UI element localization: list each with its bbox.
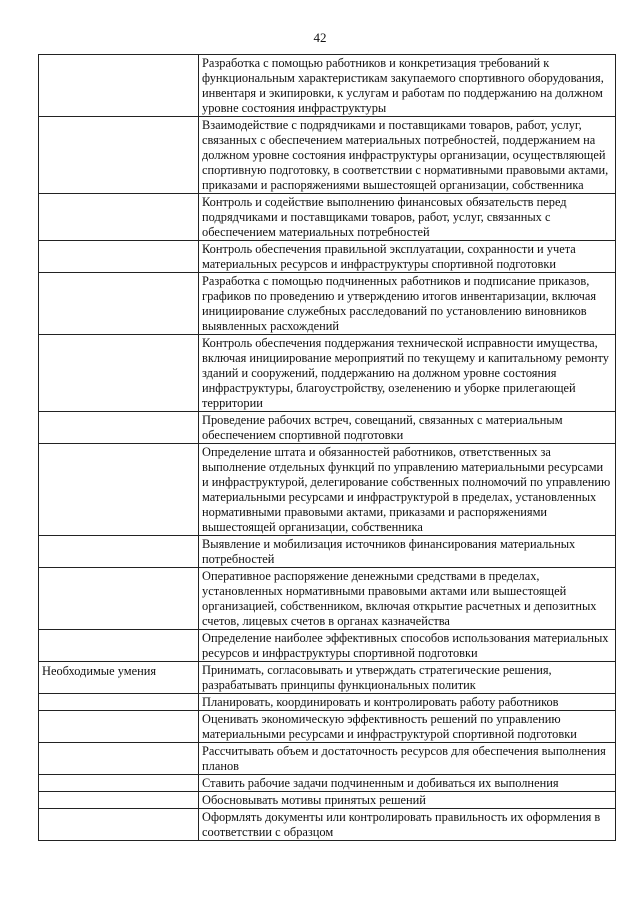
labor-action-cell: Определение штата и обязанностей работников, ответственных за выполнение отдельных функций по управлению материальными ресурсами и инфраструктурой, делегирование собственных полномочий по управлению материальными ресурсами и инфраструктурой в пределах, установленных нормативными правовыми актами, приказами и распоряжениями вышестоящей организации, собственника — [199, 444, 616, 536]
table-row — [39, 568, 616, 630]
skill-cell: Обосновывать мотивы принятых решений — [199, 792, 616, 809]
row-label-cell — [39, 117, 199, 194]
row-label-cell — [39, 775, 199, 792]
table-row — [39, 809, 616, 841]
labor-action-cell: Разработка с помощью подчиненных работников и подписание приказов, графиков по проведению и утверждению итогов инвентаризации, включая инициирование служебных расследований по установлению виновников выявленных расхождений — [199, 273, 616, 335]
table-row — [39, 711, 616, 743]
labor-action-cell: Контроль обеспечения правильной эксплуатации, сохранности и учета материальных ресурсов и инфраструктуры спортивной подготовки — [199, 241, 616, 273]
labor-action-cell: Проведение рабочих встреч, совещаний, связанных с материальным обеспечением спортивной подготовки — [199, 412, 616, 444]
skill-cell: Ставить рабочие задачи подчиненным и добиваться их выполнения — [199, 775, 616, 792]
table-row — [39, 694, 616, 711]
table-row — [39, 630, 616, 662]
table-row — [39, 662, 616, 694]
table-row — [39, 194, 616, 241]
page-number: 42 — [313, 30, 327, 45]
table-row — [39, 273, 616, 335]
table-row — [39, 775, 616, 792]
labor-action-cell: Контроль обеспечения поддержания технической исправности имущества, включая инициирование мероприятий по текущему и капитальному ремонту зданий и сооружений, поддержанию на должном уровне состояния инфраструктуры, благоустройству, озеленению и уборке прилегающей территории — [199, 335, 616, 412]
skill-cell: Оформлять документы или контролировать правильность их оформления в соответствии с образцом — [199, 809, 616, 841]
duties-skills-table — [38, 54, 616, 841]
table-row — [39, 412, 616, 444]
row-label-cell — [39, 335, 199, 412]
labor-action-cell: Оперативное распоряжение денежными средствами в пределах, установленных нормативными правовыми актами или вышестоящей организацией, собственником, включая открытие расчетных и депозитных счетов, лицевых счетов в органах казначейства — [199, 568, 616, 630]
skill-cell: Принимать, согласовывать и утверждать стратегические решения, разрабатывать принципы функциональных политик — [199, 662, 616, 694]
table-row — [39, 743, 616, 775]
row-label-cell — [39, 630, 199, 662]
row-label-cell — [39, 194, 199, 241]
required-skills-label: Необходимые умения — [39, 662, 199, 694]
table-row — [39, 536, 616, 568]
row-label-cell — [39, 273, 199, 335]
table-row — [39, 117, 616, 194]
row-label-cell — [39, 711, 199, 743]
labor-action-cell: Определение наиболее эффективных способов использования материальных ресурсов и инфраструктуры спортивной подготовки — [199, 630, 616, 662]
row-label-cell — [39, 444, 199, 536]
row-label-cell — [39, 694, 199, 711]
labor-action-cell: Выявление и мобилизация источников финансирования материальных потребностей — [199, 536, 616, 568]
row-label-cell — [39, 241, 199, 273]
skill-cell: Оценивать экономическую эффективность решений по управлению материальными ресурсами и инфраструктурой спортивной подготовки — [199, 711, 616, 743]
row-label-cell — [39, 809, 199, 841]
table-row — [39, 55, 616, 117]
row-label-cell — [39, 743, 199, 775]
row-label-cell — [39, 792, 199, 809]
table-row — [39, 335, 616, 412]
skill-cell: Планировать, координировать и контролировать работу работников — [199, 694, 616, 711]
row-label-cell — [39, 568, 199, 630]
labor-action-cell: Контроль и содействие выполнению финансовых обязательств перед подрядчиками и поставщиками товаров, работ, услуг, связанных с обеспечением материальных потребностей — [199, 194, 616, 241]
labor-action-cell: Взаимодействие с подрядчиками и поставщиками товаров, работ, услуг, связанных с обеспечением материальных потребностей, поддержанием на должном уровне состояния инфраструктуры организации, осуществляющей спортивную подготовку, в соответствии с нормативными правовыми актами, приказами и распоряжениями вышестоящей организации, собственника — [199, 117, 616, 194]
table-row — [39, 241, 616, 273]
table-row — [39, 792, 616, 809]
labor-action-cell: Разработка с помощью работников и конкретизация требований к функциональным характеристикам закупаемого спортивного оборудования, инвентаря и экипировки, к услугам и работам по поддержанию на должном уровне состояния инфраструктуры — [199, 55, 616, 117]
row-label-cell — [39, 55, 199, 117]
skill-cell: Рассчитывать объем и достаточность ресурсов для обеспечения выполнения планов — [199, 743, 616, 775]
row-label-cell — [39, 412, 199, 444]
table-row — [39, 444, 616, 536]
row-label-cell — [39, 536, 199, 568]
